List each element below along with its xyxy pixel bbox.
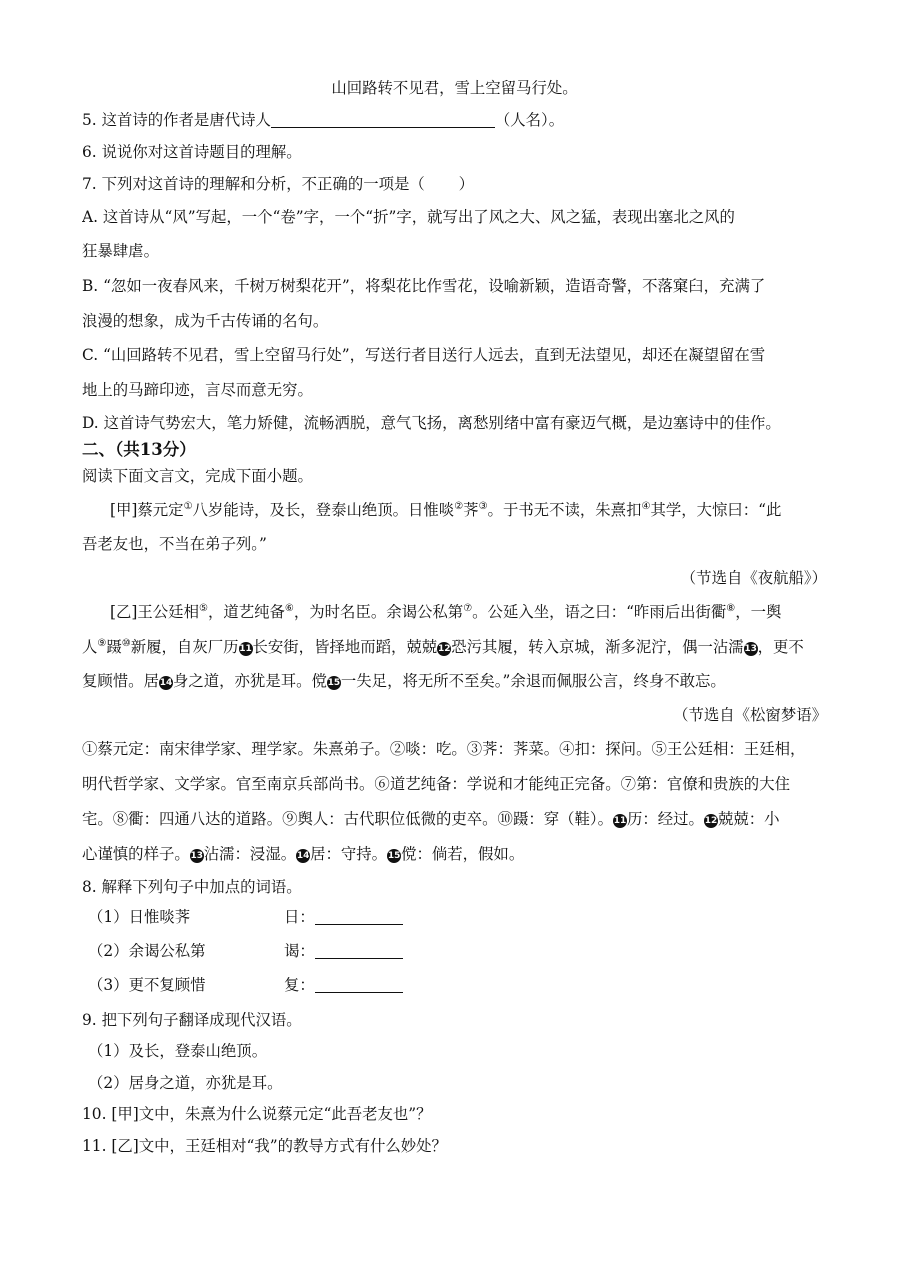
passage-text: 蹑 [106,638,122,656]
question-9: 9. 把下列句子翻译成现代汉语。 [82,1011,302,1029]
note-marker: ④ [641,500,651,512]
answer-blank[interactable] [315,942,403,959]
option-d: D. 这首诗气势宏大，笔力矫健，流畅洒脱，意气飞扬，离愁别绪中富有豪迈气概，是边塞诗中的佳作。 [82,414,781,432]
note-marker: ② [454,500,464,512]
circled-note-marker: 13 [744,644,757,654]
note-marker: ⑥ [284,602,294,614]
item-number: （3） [88,976,129,994]
note-text: 傥：倘若，假如。 [401,845,525,863]
circled-note-marker: 15 [327,678,341,688]
question-10: 10. [甲]文中，朱熹为什么说蔡元定“此吾老友也”？ [82,1105,432,1123]
circled-note-number: 14 [296,851,310,861]
option-c-line-2: 地上的马蹄印迹，言尽而意无穷。 [82,381,313,399]
passage-yi-line-2 [82,637,827,657]
option-b-line-2: 浪漫的想象，成为千古传诵的名句。 [82,312,329,330]
passage-text: 新履，自灰厂历 [130,638,239,656]
passage-text: 。于书无不读，朱熹扣 [487,501,642,519]
question-5-suffix: （人名）。 [494,111,565,129]
note-text: 历：经过。 [626,810,704,828]
answer-blank[interactable] [315,976,403,993]
section-2-instruction: 阅读下面文言文，完成下面小题。 [82,467,313,485]
passage-text: 八岁能诗，及长，登泰山绝顶。日惟啖 [192,501,455,519]
note-marker: ① [183,500,193,512]
circled-note-number: 12 [704,816,718,826]
passage-text: ，更不 [757,638,804,656]
option-c-line-1: C. “山回路转不见君，雪上空留马行处”，写送行者目送行人远去，直到无法望见，却还在凝望留在雪 [82,346,766,364]
passage-jia-line-2: 吾老友也，不当在弟子列。” [82,535,267,553]
passage-text: 身之道，亦犹是耳。傥 [172,672,327,690]
item-number: （2） [88,942,129,960]
notes-line-3 [82,809,827,829]
q9-item-2: （2）居身之道，亦犹是耳。 [88,1074,283,1092]
note-text: 心谨慎的样子。 [82,845,190,863]
item-sentence: 更不复顾惜 [128,976,206,994]
note-marker: ⑦ [463,602,473,614]
q8-item-3-answer [284,975,403,995]
passage-jia-line-1 [110,500,827,520]
note-marker: ⑨ [97,637,107,649]
q9-item-1: （1）及长，登泰山绝顶。 [88,1042,268,1060]
question-8: 8. 解释下列句子中加点的词语。 [82,878,302,896]
question-5-prefix: 5. 这首诗的作者是唐代诗人 [82,111,271,129]
notes-line-1: ①蔡元定：南宋律学家、理学家。朱熹弟子。②啖：吃。③荠：荠菜。④扣：探问。⑤王公廷相：王廷相， [82,740,806,758]
question-6: 6. 说说你对这首诗题目的理解。 [82,143,302,161]
passage-text: ，为时名臣。余谒公私第 [293,603,464,621]
item-number: （1） [88,908,129,926]
passage-text: [甲]蔡元定 [110,501,184,519]
question-7-stem: 7. 下列对这首诗的理解和分析，不正确的一项是（ [82,175,425,193]
option-b-line-1: B. “忽如一夜春风来，千树万树梨花开”，将梨花比作雪花，设喻新颖，造语奇警，不落窠臼，充满了 [82,277,766,295]
note-text: 兢兢：小 [717,810,780,828]
passage-text: 长安街，皆择地而蹈，兢兢 [252,638,438,656]
target-word: 谒： [284,942,315,960]
q8-item-3 [88,975,206,995]
q8-item-1-answer [284,907,403,927]
item-sentence: 日惟啖荠 [128,908,191,926]
target-word: 日： [284,908,315,926]
answer-blank[interactable] [315,908,403,925]
q8-item-1 [88,907,190,927]
section-2-title: 二、（共13分） [82,440,196,459]
note-text: 沾濡：浸湿。 [203,845,297,863]
poem-last-line: 山回路转不见君，雪上空留马行处。 [331,79,578,97]
circled-note-marker: 12 [437,644,451,654]
passage-text: [乙]王公廷相 [110,603,199,621]
item-sentence: 余谒公私第 [128,942,206,960]
question-11: 11. [乙]文中，王廷相对“我”的教导方式有什么妙处？ [82,1137,447,1155]
note-marker: ⑤ [198,602,208,614]
question-5 [82,110,827,130]
passage-text: ，道艺纯备 [207,603,285,621]
passage-text: ，一舆 [735,603,782,621]
circled-note-marker: 14 [159,678,173,688]
passage-yi-line-3 [82,671,827,691]
passage-text: 恐污其履，转入京城，渐多泥泞，偶一沾濡 [451,638,744,656]
notes-line-4 [82,844,827,864]
circled-note-number: 11 [613,816,627,826]
passage-text: 复顾惜。居 [82,672,159,690]
note-marker: ⑧ [726,602,736,614]
question-7 [82,174,827,194]
note-text: 宅。⑧衢：四通八达的道路。⑨舆人：古代职位低微的吏卒。⑩蹑：穿（鞋）。 [82,810,613,828]
passage-text: 其学，大惊曰：“此 [650,501,782,519]
q8-item-2-answer [284,941,403,961]
circled-note-number: 13 [190,851,204,861]
passage-yi-line-1 [110,602,827,622]
q8-item-2 [88,941,206,961]
notes-line-2: 明代哲学家、文学家。官至南京兵部尚书。⑥道艺纯备：学说和才能纯正完备。⑦第：官僚和贵族的大住 [82,775,790,793]
passage-text: 。公延入坐，语之曰：“昨雨后出街衢 [472,603,727,621]
passage-text: 荠 [463,501,479,519]
option-a-line-1: A. 这首诗从“风”写起，一个“卷”字，一个“折”字，就写出了风之大、风之猛，表现出塞北之风的 [82,208,735,226]
question-7-close: ） [458,175,475,193]
note-marker: ⑩ [121,637,131,649]
author-answer-blank[interactable] [271,111,495,128]
circled-note-marker: 11 [239,644,252,654]
option-a-line-2: 狂暴肆虐。 [82,242,159,260]
note-text: 居：守持。 [310,845,388,863]
circled-note-number: 15 [387,851,401,861]
target-word: 复： [284,976,315,994]
passage-text: 一失足，将无所不至矣。”余退而佩服公言，终身不敢忘。 [340,672,726,690]
passage-jia-source: （节选自《夜航船》） [680,569,827,587]
note-marker: ③ [478,500,488,512]
passage-text: 人 [82,638,98,656]
passage-yi-source: （节选自《松窗梦语》 [673,706,827,724]
